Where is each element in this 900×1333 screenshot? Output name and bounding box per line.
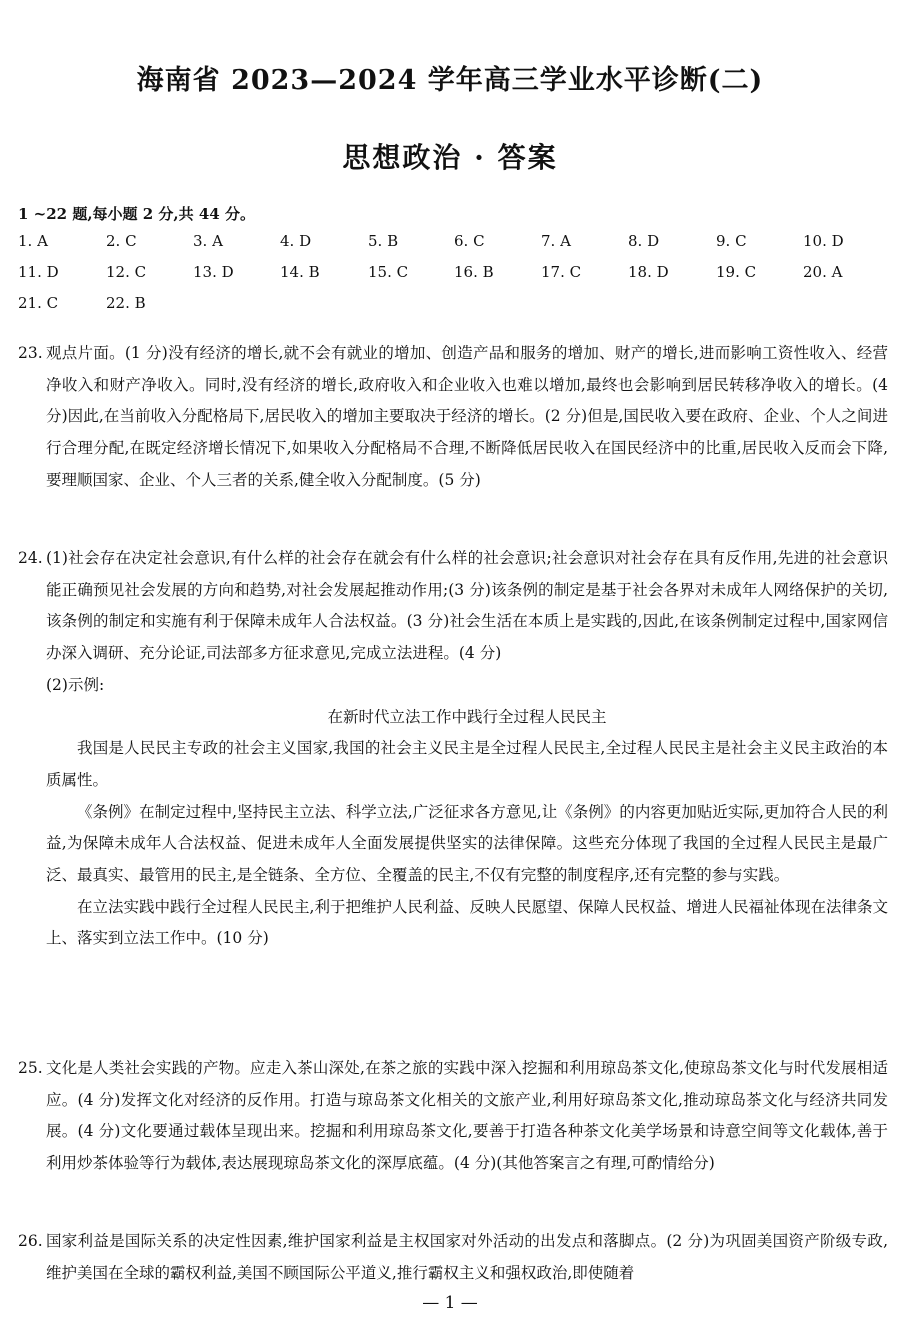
question-26 bbox=[18, 1226, 888, 1289]
mc-answer: 3. A bbox=[193, 232, 223, 250]
page-number: — 1 — bbox=[422, 1293, 478, 1313]
mc-answer: 13. D bbox=[193, 263, 234, 281]
answer-text: 观点片面。(1 分)没有经济的增长,就不会有就业的增加、创造产品和服务的增加、财产的增长,进而影响工资性收入、经营净收入和财产净收入。同时,没有经济的增长,政府收入和企业收入也难以增加,最终也会影响到居民转移净收入的增长。(4 分)因此,在当前收入分配格局下,居民收入的增加主要取决于经济的增长。(2 分)但是,国民收入要在政府、企业、个人之间进行合理分配,在既定经济增长情况下,如果收入分配格局不合理,不断降低居民收入在国民经济中的比重,居民收入反而会下降,要理顺国家、企业、个人三者的关系,健全收入分配制度。(5 分) bbox=[46, 344, 888, 489]
mc-row bbox=[18, 294, 888, 325]
mc-answer: 17. C bbox=[541, 263, 582, 281]
question-25 bbox=[18, 1053, 888, 1180]
mc-answer: 11. D bbox=[18, 263, 59, 281]
mc-answer: 8. D bbox=[628, 232, 660, 250]
mc-row bbox=[18, 263, 888, 294]
essay-paragraph: 《条例》在制定过程中,坚持民主立法、科学立法,广泛征求各方意见,让《条例》的内容更加贴近实际,更加符合人民的利益,为保障未成年人合法权益、促进未成年人全面发展提供坚实的法律保障。这些充分体现了我国的全过程人民民主是最广泛、最真实、最管用的民主,是全链条、全方位、全覆盖的民主,不仅有完整的制度程序,还有完整的参与实践。 bbox=[46, 802, 888, 885]
answer-text: 文化是人类社会实践的产物。应走入茶山深处,在茶之旅的实践中深入挖掘和利用琼岛茶文化,使琼岛茶文化与时代发展相适应。(4 分)发挥文化对经济的反作用。打造与琼岛茶文化相关的文旅产业,利用好琼岛茶文化,推动琼岛茶文化与经济共同发展。(4 分)文化要通过载体呈现出来。挖掘和利用琼岛茶文化,要善于打造各种茶文化美学场景和诗意空间等文化载体,善于利用炒茶体验等行为载体,表达展现琼岛茶文化的深厚底蕴。(4 分)(其他答案言之有理,可酌情给分) bbox=[46, 1059, 888, 1173]
question-24 bbox=[18, 543, 888, 955]
mc-answer: 5. B bbox=[368, 232, 399, 250]
essay-paragraph: 在立法实践中践行全过程人民民主,利于把维护人民利益、反映人民愿望、保障人民权益、增进人民福祉体现在法律条文上、落实到立法工作中。(10 分) bbox=[46, 897, 888, 948]
mc-answer: 2. C bbox=[106, 232, 137, 250]
essay-title: 在新时代立法工作中践行全过程人民民主 bbox=[327, 707, 607, 726]
page-title: 海南省 2023—2024 学年高三学业水平诊断(二) bbox=[136, 65, 764, 96]
question-number: 26. bbox=[18, 1232, 43, 1250]
mc-answer: 7. A bbox=[541, 232, 571, 250]
mc-answer: 6. C bbox=[454, 232, 485, 250]
mc-intro: 1 ~22 题,每小题 2 分,共 44 分。 bbox=[18, 205, 255, 223]
answer-text: 国家利益是国际关系的决定性因素,维护国家利益是主权国家对外活动的出发点和落脚点。(2 分)为巩固美国资产阶级专政,维护美国在全球的霸权利益,美国不顾国际公平道义,推行霸权主义和强权政治,即使随着 bbox=[46, 1232, 888, 1282]
answer-part-2-label: (2)示例: bbox=[46, 675, 105, 694]
answer-part-1: (1)社会存在决定社会意识,有什么样的社会存在就会有什么样的社会意识;社会意识对社会存在具有反作用,先进的社会意识能正确预见社会发展的方向和趋势,对社会发展起推动作用;(3 分)该条例的制定是基于社会各界对未成年人网络保护的关切,该条例的制定和实施有利于保障未成年人合法权益。(3 分)社会生活在本质上是实践的,因此,在该条例制定过程中,国家网信办深入调研、充分论证,司法部多方征求意见,完成立法进程。(4 分) bbox=[46, 549, 888, 663]
page-subtitle: 思想政治 · 答案 bbox=[342, 141, 558, 174]
mc-answer: 14. B bbox=[280, 263, 320, 281]
mc-answer: 21. C bbox=[18, 294, 59, 312]
mc-answer-grid bbox=[18, 232, 888, 325]
mc-answer: 4. D bbox=[280, 232, 312, 250]
mc-answer: 20. A bbox=[803, 263, 843, 281]
mc-answer: 9. C bbox=[716, 232, 747, 250]
essay-paragraph: 我国是人民民主专政的社会主义国家,我国的社会主义民主是全过程人民民主,全过程人民民主是社会主义民主政治的本质属性。 bbox=[46, 739, 888, 789]
question-23 bbox=[18, 338, 888, 497]
question-number: 25. bbox=[18, 1059, 43, 1077]
mc-answer: 10. D bbox=[803, 232, 844, 250]
mc-answer: 16. B bbox=[454, 263, 494, 281]
mc-answer: 22. B bbox=[106, 294, 146, 312]
mc-answer: 12. C bbox=[106, 263, 147, 281]
mc-row bbox=[18, 232, 888, 263]
mc-answer: 1. A bbox=[18, 232, 48, 250]
mc-answer: 19. C bbox=[716, 263, 757, 281]
question-number: 24. bbox=[18, 549, 43, 567]
question-number: 23. bbox=[18, 344, 43, 362]
mc-answer: 18. D bbox=[628, 263, 669, 281]
mc-answer: 15. C bbox=[368, 263, 409, 281]
